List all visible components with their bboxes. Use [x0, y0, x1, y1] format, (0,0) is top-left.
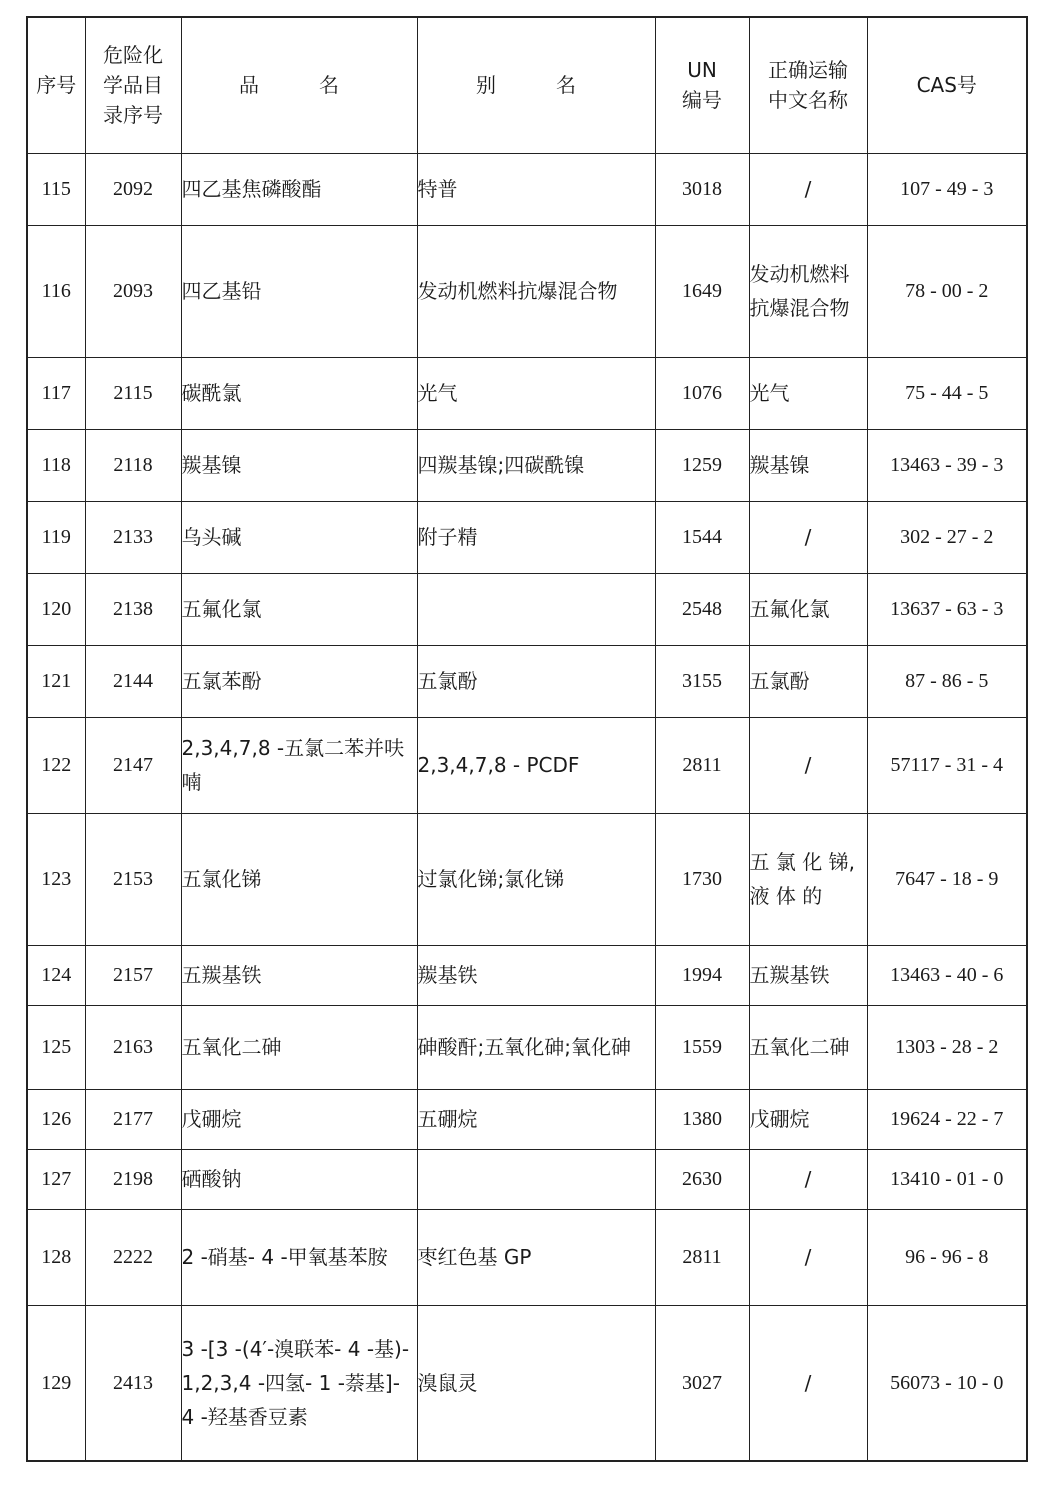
cell-catalog-number	[85, 945, 181, 1005]
cell-cas-number-text: 57117 - 31 - 4	[890, 754, 1004, 776]
cell-product-name-text: 五氯化锑	[181, 867, 262, 891]
cell-catalog-number	[85, 1209, 181, 1305]
cell-product-name-text: 戊硼烷	[181, 1107, 242, 1131]
cell-shipping-name	[749, 813, 867, 945]
cell-un-number	[655, 813, 749, 945]
cell-catalog-number	[85, 1089, 181, 1149]
cell-cas-number-text: 87 - 86 - 5	[905, 670, 989, 692]
cell-seq-text: 115	[41, 178, 71, 200]
cell-alias-text: 枣红色基 GP	[417, 1245, 532, 1269]
cell-cas-number-text: 78 - 00 - 2	[905, 280, 989, 302]
table-row	[27, 153, 1027, 225]
cell-un-number	[655, 945, 749, 1005]
cell-alias-text: 附子精	[417, 525, 478, 549]
cell-product-name	[181, 501, 417, 573]
table-row	[27, 813, 1027, 945]
cell-seq-text: 121	[41, 670, 72, 692]
cell-un-number-text: 2811	[682, 1246, 722, 1268]
cell-un-number-text: 1559	[682, 1036, 722, 1058]
cell-product-name-text: 硒酸钠	[181, 1167, 242, 1191]
table-row	[27, 1005, 1027, 1089]
cell-un-number-text: 1544	[682, 526, 722, 548]
cell-cas-number-text: 19624 - 22 - 7	[890, 1108, 1004, 1130]
cell-cas-number	[867, 1305, 1027, 1461]
cell-product-name-text: 3 -[3 -(4′-溴联苯- 4 -基)- 1,2,3,4 -四氢- 1 -萘基]- 4 -羟基香豆素	[181, 1336, 410, 1429]
cell-shipping-name-text: 光气	[749, 381, 790, 405]
cell-catalog-number	[85, 501, 181, 573]
cell-un-number	[655, 225, 749, 357]
cell-seq	[27, 153, 85, 225]
cell-catalog-number-text: 2157	[113, 964, 153, 986]
cell-product-name-text: 2 -硝基- 4 -甲氧基苯胺	[181, 1245, 388, 1269]
cell-shipping-name-text: 五氧化二砷	[749, 1035, 850, 1059]
cell-un-number-text: 3155	[682, 670, 722, 692]
cell-catalog-number-text: 2413	[113, 1371, 153, 1394]
cell-shipping-name-text: 五氟化氯	[749, 597, 830, 621]
cell-cas-number	[867, 813, 1027, 945]
cell-shipping-name-text: 五 氯 化 锑,液 体 的	[749, 850, 855, 908]
cell-shipping-name-text: /	[804, 753, 812, 777]
cell-alias	[417, 1305, 655, 1461]
cell-cas-number	[867, 645, 1027, 717]
cell-cas-number	[867, 357, 1027, 429]
cell-shipping-name	[749, 573, 867, 645]
cell-product-name-text: 四乙基焦磷酸酯	[181, 177, 322, 201]
cell-catalog-number	[85, 153, 181, 225]
cell-catalog-number-text: 2115	[113, 382, 153, 404]
cell-seq	[27, 717, 85, 813]
cell-seq-text: 119	[41, 526, 71, 548]
header-un-number: UN编号	[655, 17, 749, 153]
cell-cas-number-text: 13463 - 40 - 6	[890, 964, 1004, 986]
cell-cas-number	[867, 717, 1027, 813]
cell-alias-text: 羰基铁	[417, 963, 478, 987]
cell-shipping-name	[749, 357, 867, 429]
cell-catalog-number-text: 2144	[113, 670, 153, 692]
cell-un-number	[655, 429, 749, 501]
cell-alias	[417, 357, 655, 429]
cell-cas-number	[867, 153, 1027, 225]
cell-seq	[27, 1149, 85, 1209]
cell-product-name-text: 五羰基铁	[181, 963, 262, 987]
cell-catalog-number	[85, 225, 181, 357]
cell-un-number	[655, 357, 749, 429]
cell-cas-number-text: 107 - 49 - 3	[900, 178, 994, 200]
cell-catalog-number-text: 2118	[113, 454, 153, 476]
table-row	[27, 1305, 1027, 1461]
cell-catalog-number-text: 2153	[113, 868, 153, 890]
cell-seq	[27, 573, 85, 645]
cell-un-number	[655, 501, 749, 573]
cell-un-number	[655, 1005, 749, 1089]
cell-un-number	[655, 645, 749, 717]
table-body	[27, 153, 1027, 1461]
cell-cas-number	[867, 225, 1027, 357]
cell-seq-text: 128	[41, 1246, 72, 1268]
cell-alias-text: 五硼烷	[417, 1107, 478, 1131]
cell-un-number	[655, 717, 749, 813]
table-row	[27, 717, 1027, 813]
cell-cas-number	[867, 1209, 1027, 1305]
cell-seq	[27, 225, 85, 357]
cell-shipping-name-text: /	[804, 1167, 812, 1191]
cell-un-number	[655, 1305, 749, 1461]
cell-seq-text: 116	[41, 280, 71, 302]
cell-shipping-name-text: 五氯酚	[749, 669, 810, 693]
cell-catalog-number-text: 2093	[113, 280, 153, 302]
cell-cas-number	[867, 1149, 1027, 1209]
cell-seq-text: 129	[41, 1371, 72, 1394]
cell-catalog-number-text: 2092	[113, 178, 153, 200]
table-row	[27, 429, 1027, 501]
cell-product-name	[181, 1005, 417, 1089]
cell-alias-text: 光气	[417, 381, 458, 405]
cell-catalog-number	[85, 573, 181, 645]
cell-cas-number-text: 13410 - 01 - 0	[890, 1168, 1004, 1190]
cell-un-number	[655, 153, 749, 225]
cell-shipping-name	[749, 1089, 867, 1149]
cell-cas-number	[867, 573, 1027, 645]
cell-un-number-text: 2548	[682, 598, 722, 620]
cell-shipping-name-text: /	[804, 525, 812, 549]
cell-catalog-number	[85, 429, 181, 501]
header-seq: 序号	[27, 17, 85, 153]
header-row	[27, 17, 1027, 153]
cell-product-name	[181, 717, 417, 813]
cell-shipping-name-text: /	[804, 177, 812, 201]
cell-un-number-text: 3018	[682, 178, 722, 200]
cell-seq	[27, 645, 85, 717]
cell-un-number-text: 2630	[682, 1168, 722, 1190]
cell-alias	[417, 1209, 655, 1305]
cell-seq	[27, 1005, 85, 1089]
cell-seq-text: 120	[41, 598, 72, 620]
cell-un-number-text: 3027	[682, 1371, 722, 1394]
cell-cas-number	[867, 945, 1027, 1005]
cell-shipping-name	[749, 501, 867, 573]
cell-seq-text: 125	[41, 1036, 72, 1058]
cell-shipping-name-text: /	[804, 1245, 812, 1269]
cell-seq-text: 123	[41, 868, 72, 890]
table-row	[27, 357, 1027, 429]
cell-alias-text: 2,3,4,7,8 - PCDF	[417, 753, 580, 777]
table-row	[27, 225, 1027, 357]
cell-un-number-text: 1259	[682, 454, 722, 476]
cell-cas-number	[867, 1089, 1027, 1149]
cell-product-name-text: 五氧化二砷	[181, 1035, 282, 1059]
table-row	[27, 1209, 1027, 1305]
cell-shipping-name-text: /	[804, 1370, 812, 1395]
cell-cas-number-text: 1303 - 28 - 2	[895, 1036, 999, 1058]
cell-cas-number-text: 75 - 44 - 5	[905, 382, 989, 404]
cell-seq	[27, 357, 85, 429]
hazardous-chemicals-table	[26, 16, 1028, 1462]
cell-shipping-name-text: 发动机燃料抗爆混合物	[749, 262, 850, 320]
cell-product-name-text: 五氯苯酚	[181, 669, 262, 693]
cell-catalog-number	[85, 813, 181, 945]
cell-product-name	[181, 1089, 417, 1149]
header-cas-number: CAS号	[867, 17, 1027, 153]
cell-product-name	[181, 1305, 417, 1461]
cell-product-name	[181, 945, 417, 1005]
cell-product-name	[181, 357, 417, 429]
cell-seq	[27, 501, 85, 573]
cell-seq	[27, 429, 85, 501]
cell-alias-text: 四羰基镍;四碳酰镍	[417, 453, 585, 477]
cell-alias	[417, 153, 655, 225]
cell-cas-number-text: 56073 - 10 - 0	[890, 1371, 1004, 1394]
cell-alias	[417, 225, 655, 357]
cell-catalog-number-text: 2222	[113, 1246, 153, 1268]
cell-product-name-text: 五氟化氯	[181, 597, 262, 621]
cell-alias	[417, 1149, 655, 1209]
header-catalog-number: 危险化学品目录序号	[85, 17, 181, 153]
cell-catalog-number	[85, 1149, 181, 1209]
cell-alias-text: 过氯化锑;氯化锑	[417, 867, 565, 891]
cell-catalog-number	[85, 645, 181, 717]
cell-product-name	[181, 153, 417, 225]
cell-un-number-text: 1649	[682, 280, 722, 302]
cell-seq	[27, 1209, 85, 1305]
cell-seq-text: 124	[41, 964, 72, 986]
cell-cas-number	[867, 1005, 1027, 1089]
header-shipping-name: 正确运输中文名称	[749, 17, 867, 153]
cell-product-name-text: 2,3,4,7,8 -五氯二苯并呋喃	[181, 736, 405, 794]
cell-seq	[27, 945, 85, 1005]
cell-catalog-number	[85, 1005, 181, 1089]
cell-catalog-number	[85, 1305, 181, 1461]
cell-shipping-name	[749, 1305, 867, 1461]
cell-product-name-text: 四乙基铅	[181, 279, 262, 303]
cell-shipping-name	[749, 153, 867, 225]
cell-seq-text: 127	[41, 1168, 72, 1190]
cell-product-name	[181, 573, 417, 645]
cell-shipping-name	[749, 225, 867, 357]
cell-un-number-text: 1730	[682, 868, 722, 890]
cell-alias	[417, 429, 655, 501]
cell-cas-number-text: 13637 - 63 - 3	[890, 598, 1004, 620]
cell-seq-text: 122	[41, 754, 72, 776]
cell-product-name	[181, 429, 417, 501]
cell-alias-text: 砷酸酐;五氧化砷;氧化砷	[417, 1035, 631, 1059]
table-row	[27, 1149, 1027, 1209]
cell-un-number	[655, 573, 749, 645]
cell-alias-text: 五氯酚	[417, 669, 478, 693]
header-alias: 别名	[417, 17, 655, 153]
cell-seq	[27, 1089, 85, 1149]
cell-shipping-name	[749, 717, 867, 813]
cell-shipping-name-text: 羰基镍	[749, 453, 810, 477]
table-row	[27, 501, 1027, 573]
cell-seq-text: 118	[41, 454, 71, 476]
cell-shipping-name	[749, 1149, 867, 1209]
cell-catalog-number	[85, 717, 181, 813]
cell-un-number	[655, 1089, 749, 1149]
cell-shipping-name	[749, 1005, 867, 1089]
cell-catalog-number-text: 2177	[113, 1108, 153, 1130]
document-page	[26, 16, 1030, 1462]
header-product-name: 品名	[181, 17, 417, 153]
cell-seq-text: 126	[41, 1108, 72, 1130]
cell-product-name-text: 乌头碱	[181, 525, 242, 549]
cell-product-name-text: 碳酰氯	[181, 381, 242, 405]
cell-alias	[417, 717, 655, 813]
cell-shipping-name-text: 五羰基铁	[749, 963, 830, 987]
cell-cas-number	[867, 429, 1027, 501]
cell-shipping-name	[749, 429, 867, 501]
cell-alias	[417, 645, 655, 717]
cell-shipping-name	[749, 945, 867, 1005]
cell-un-number-text: 1380	[682, 1108, 722, 1130]
cell-shipping-name	[749, 645, 867, 717]
cell-catalog-number-text: 2163	[113, 1036, 153, 1058]
cell-un-number-text: 2811	[682, 754, 722, 776]
cell-cas-number-text: 96 - 96 - 8	[905, 1246, 989, 1268]
cell-shipping-name	[749, 1209, 867, 1305]
cell-alias	[417, 1005, 655, 1089]
table-row	[27, 645, 1027, 717]
cell-un-number	[655, 1209, 749, 1305]
cell-product-name	[181, 1149, 417, 1209]
cell-product-name	[181, 813, 417, 945]
cell-alias	[417, 1089, 655, 1149]
table-row	[27, 945, 1027, 1005]
cell-catalog-number-text: 2198	[113, 1168, 153, 1190]
cell-product-name	[181, 225, 417, 357]
cell-product-name	[181, 1209, 417, 1305]
cell-catalog-number-text: 2147	[113, 754, 153, 776]
cell-cas-number-text: 302 - 27 - 2	[900, 526, 994, 548]
cell-shipping-name-text: 戊硼烷	[749, 1107, 810, 1131]
cell-alias-text: 溴鼠灵	[417, 1370, 478, 1395]
cell-alias	[417, 501, 655, 573]
cell-cas-number-text: 7647 - 18 - 9	[895, 868, 999, 890]
table-row	[27, 1089, 1027, 1149]
cell-product-name	[181, 645, 417, 717]
cell-un-number-text: 1076	[682, 382, 722, 404]
cell-catalog-number	[85, 357, 181, 429]
cell-seq	[27, 813, 85, 945]
cell-seq-text: 117	[41, 382, 71, 404]
cell-un-number	[655, 1149, 749, 1209]
cell-product-name-text: 羰基镍	[181, 453, 242, 477]
cell-alias	[417, 573, 655, 645]
cell-cas-number	[867, 501, 1027, 573]
cell-un-number-text: 1994	[682, 964, 722, 986]
cell-alias	[417, 813, 655, 945]
cell-catalog-number-text: 2138	[113, 598, 153, 620]
cell-cas-number-text: 13463 - 39 - 3	[890, 454, 1004, 476]
table-row	[27, 573, 1027, 645]
cell-alias	[417, 945, 655, 1005]
cell-catalog-number-text: 2133	[113, 526, 153, 548]
cell-alias-text: 特普	[417, 177, 458, 201]
cell-seq	[27, 1305, 85, 1461]
cell-alias-text: 发动机燃料抗爆混合物	[417, 279, 618, 303]
